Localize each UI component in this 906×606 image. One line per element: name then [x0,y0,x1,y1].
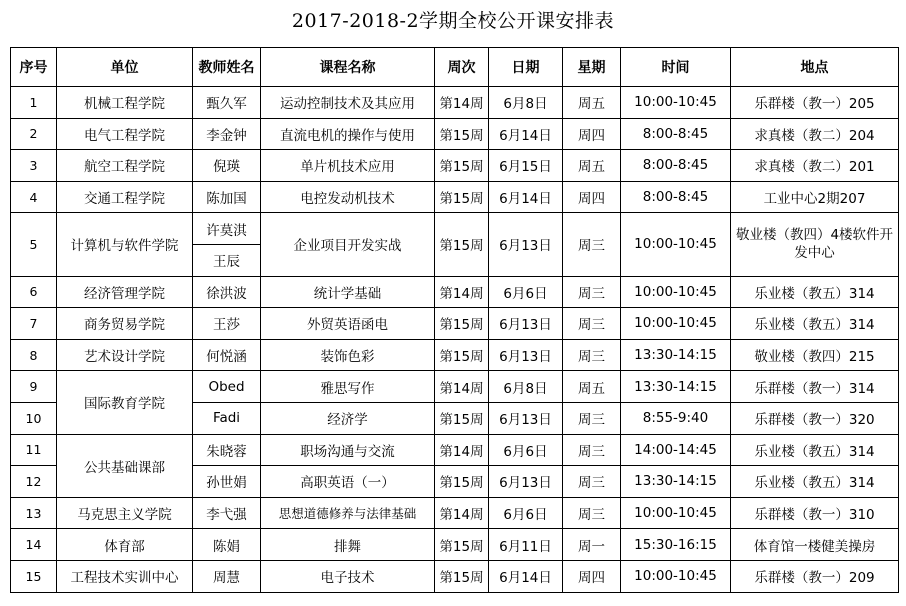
cell-weekday: 周四 [563,118,621,150]
table-row [11,529,899,561]
cell-unit: 交通工程学院 [57,181,193,213]
header-course: 课程名称 [261,48,435,87]
cell-weekday: 周一 [563,529,621,561]
table-row [11,497,899,529]
cell-unit: 工程技术实训中心 [57,560,193,592]
cell-weekday: 周五 [563,371,621,403]
cell-week: 第15周 [435,560,489,592]
header-week: 周次 [435,48,489,87]
cell-date: 6月13日 [489,402,563,434]
cell-week: 第15周 [435,213,489,276]
cell-course: 直流电机的操作与使用 [261,118,435,150]
cell-time: 15:30-16:15 [621,529,731,561]
header-date: 日期 [489,48,563,87]
cell-seq: 4 [11,181,57,213]
cell-week: 第15周 [435,529,489,561]
cell-date: 6月14日 [489,118,563,150]
cell-unit: 马克思主义学院 [57,497,193,529]
cell-weekday: 周五 [563,150,621,182]
cell-week: 第15周 [435,339,489,371]
cell-unit: 航空工程学院 [57,150,193,182]
table-row [11,308,899,340]
cell-week: 第14周 [435,87,489,119]
header-weekday: 星期 [563,48,621,87]
cell-weekday: 周三 [563,339,621,371]
cell-week: 第14周 [435,434,489,466]
cell-teacher: 李弋强 [193,497,261,529]
cell-time: 13:30-14:15 [621,466,731,498]
cell-seq: 14 [11,529,57,561]
cell-course: 电子技术 [261,560,435,592]
cell-weekday: 周三 [563,213,621,276]
cell-teacher: 许莫淇 [193,213,261,245]
cell-date: 6月6日 [489,497,563,529]
cell-teacher: 王辰 [193,244,261,276]
cell-week: 第14周 [435,497,489,529]
cell-seq: 8 [11,339,57,371]
cell-course: 单片机技术应用 [261,150,435,182]
cell-place: 求真楼（教二）204 [731,118,899,150]
cell-teacher: 孙世娟 [193,466,261,498]
cell-date: 6月8日 [489,371,563,403]
cell-course: 外贸英语函电 [261,308,435,340]
cell-time: 10:00-10:45 [621,308,731,340]
cell-week: 第14周 [435,276,489,308]
cell-place: 乐群楼（教一）320 [731,402,899,434]
cell-seq: 2 [11,118,57,150]
cell-unit: 经济管理学院 [57,276,193,308]
cell-teacher: 陈加国 [193,181,261,213]
cell-place: 乐业楼（教五）314 [731,276,899,308]
cell-weekday: 周四 [563,560,621,592]
cell-teacher: 陈娟 [193,529,261,561]
cell-date: 6月6日 [489,276,563,308]
header-row [11,48,899,87]
cell-time: 10:00-10:45 [621,213,731,276]
cell-weekday: 周三 [563,466,621,498]
cell-place: 乐群楼（教一）209 [731,560,899,592]
cell-weekday: 周三 [563,434,621,466]
cell-time: 8:00-8:45 [621,118,731,150]
cell-unit: 国际教育学院 [57,371,193,434]
cell-teacher: Fadi [193,402,261,434]
cell-course: 统计学基础 [261,276,435,308]
cell-place: 乐业楼（教五）314 [731,308,899,340]
cell-week: 第15周 [435,402,489,434]
cell-teacher: 甄久军 [193,87,261,119]
cell-place: 乐群楼（教一）314 [731,371,899,403]
cell-course: 高职英语（一） [261,466,435,498]
cell-unit: 电气工程学院 [57,118,193,150]
cell-place: 敬业楼（教四）4楼软件开发中心 [731,213,899,276]
cell-time: 8:00-8:45 [621,181,731,213]
cell-course: 职场沟通与交流 [261,434,435,466]
cell-weekday: 周三 [563,402,621,434]
cell-weekday: 周三 [563,276,621,308]
table-row [11,87,899,119]
cell-teacher: 徐洪波 [193,276,261,308]
cell-place: 乐业楼（教五）314 [731,434,899,466]
cell-teacher: 李金钟 [193,118,261,150]
cell-seq: 5 [11,213,57,276]
cell-seq: 6 [11,276,57,308]
cell-date: 6月15日 [489,150,563,182]
cell-place: 乐业楼（教五）314 [731,466,899,498]
cell-time: 8:55-9:40 [621,402,731,434]
cell-date: 6月8日 [489,87,563,119]
cell-date: 6月6日 [489,434,563,466]
cell-time: 8:00-8:45 [621,150,731,182]
cell-place: 求真楼（教二）201 [731,150,899,182]
cell-teacher: Obed [193,371,261,403]
cell-course: 思想道德修养与法律基础 [261,497,435,529]
cell-course: 运动控制技术及其应用 [261,87,435,119]
header-place: 地点 [731,48,899,87]
cell-time: 10:00-10:45 [621,497,731,529]
cell-date: 6月14日 [489,181,563,213]
cell-teacher: 倪瑛 [193,150,261,182]
cell-date: 6月14日 [489,560,563,592]
cell-place: 工业中心2期207 [731,181,899,213]
cell-unit: 商务贸易学院 [57,308,193,340]
cell-unit: 机械工程学院 [57,87,193,119]
table-row [11,213,899,245]
cell-teacher: 周慧 [193,560,261,592]
cell-teacher: 何悦涵 [193,339,261,371]
cell-weekday: 周四 [563,181,621,213]
cell-date: 6月13日 [489,308,563,340]
cell-date: 6月11日 [489,529,563,561]
table-row [11,560,899,592]
cell-time: 13:30-14:15 [621,339,731,371]
page-title: 2017-2018-2学期全校公开课安排表 [291,10,615,32]
cell-unit: 计算机与软件学院 [57,213,193,276]
cell-course: 装饰色彩 [261,339,435,371]
table-row [11,181,899,213]
cell-weekday: 周五 [563,87,621,119]
cell-unit: 体育部 [57,529,193,561]
cell-seq: 1 [11,87,57,119]
cell-seq: 9 [11,371,57,403]
cell-course: 排舞 [261,529,435,561]
cell-date: 6月13日 [489,466,563,498]
cell-course: 经济学 [261,402,435,434]
cell-teacher: 王莎 [193,308,261,340]
cell-course: 企业项目开发实战 [261,213,435,276]
cell-weekday: 周三 [563,308,621,340]
header-teacher: 教师姓名 [193,48,261,87]
header-seq: 序号 [11,48,57,87]
table-row [11,150,899,182]
cell-date: 6月13日 [489,213,563,276]
table-row [11,118,899,150]
cell-seq: 11 [11,434,57,466]
table-row [11,276,899,308]
cell-time: 10:00-10:45 [621,87,731,119]
cell-unit: 艺术设计学院 [57,339,193,371]
table-row [11,434,899,466]
cell-course: 电控发动机技术 [261,181,435,213]
cell-week: 第15周 [435,181,489,213]
header-unit: 单位 [57,48,193,87]
cell-time: 10:00-10:45 [621,276,731,308]
cell-teacher: 朱晓蓉 [193,434,261,466]
cell-weekday: 周三 [563,497,621,529]
cell-place: 乐群楼（教一）310 [731,497,899,529]
cell-seq: 3 [11,150,57,182]
cell-seq: 15 [11,560,57,592]
cell-week: 第15周 [435,466,489,498]
cell-seq: 7 [11,308,57,340]
cell-date: 6月13日 [489,339,563,371]
cell-week: 第15周 [435,118,489,150]
schedule-table [10,47,899,593]
cell-course: 雅思写作 [261,371,435,403]
cell-place: 体育馆一楼健美操房 [731,529,899,561]
cell-place: 敬业楼（教四）215 [731,339,899,371]
cell-time: 13:30-14:15 [621,371,731,403]
cell-time: 14:00-14:45 [621,434,731,466]
table-row [11,371,899,403]
cell-week: 第15周 [435,308,489,340]
cell-seq: 10 [11,402,57,434]
header-time: 时间 [621,48,731,87]
cell-time: 10:00-10:45 [621,560,731,592]
cell-seq: 13 [11,497,57,529]
cell-seq: 12 [11,466,57,498]
cell-week: 第15周 [435,150,489,182]
cell-place: 乐群楼（教一）205 [731,87,899,119]
table-row [11,339,899,371]
cell-unit: 公共基础课部 [57,434,193,497]
cell-week: 第14周 [435,371,489,403]
